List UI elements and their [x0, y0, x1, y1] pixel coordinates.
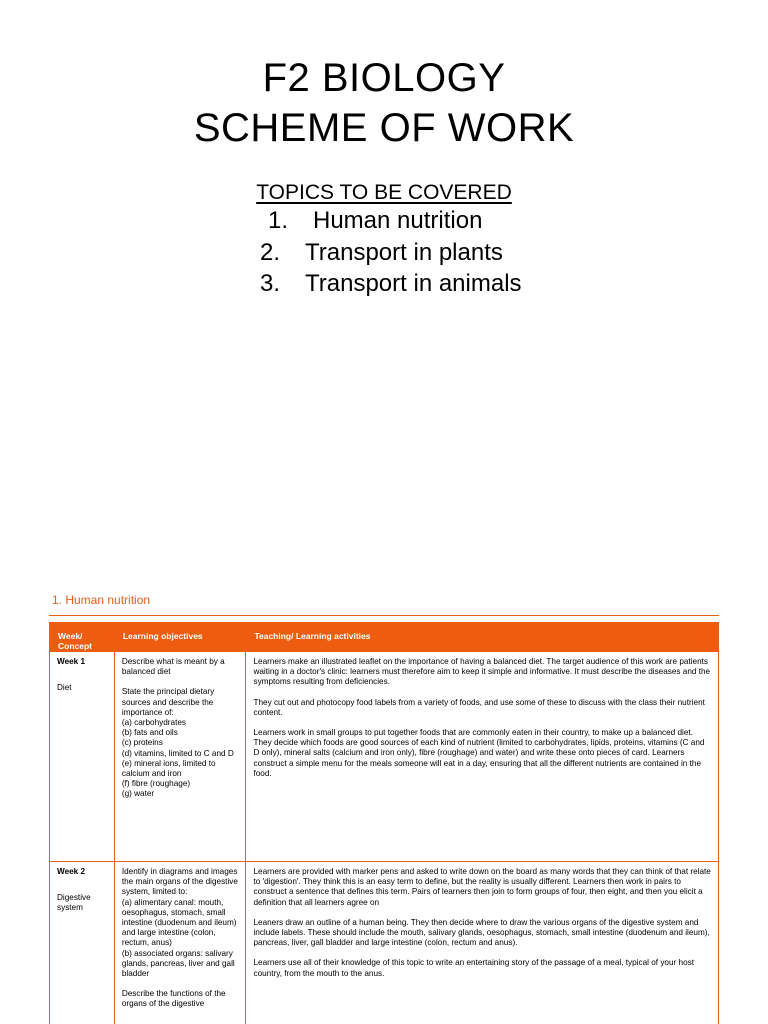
- objective-text: Describe the functions of the organs of the digestive: [121, 989, 226, 1009]
- activity-text: They cut out and photocopy food labels from a variety of foods, and use some of these to discuss with the class their nutrient content.: [253, 697, 705, 717]
- concept-label: Digestive system: [57, 893, 91, 913]
- header-activities: Teaching/ Learning activities: [254, 631, 371, 641]
- objective-text: State the principal dietary sources and describe the importance of: (a) carbohydrates (b) fats and oils (c) proteins (d) vitamins, limited to C and D (e) mineral ions, limited to calcium and iron (f) fibre (roughage) (g) water: [121, 687, 234, 799]
- week-label: Week 1: [57, 657, 86, 666]
- section-heading: 1. Human nutrition: [52, 593, 151, 607]
- activity-text: Leaners draw an outline of a human being. They then decide where to draw the various organs of the digestive system and include labels. These should include the mouth, salivary glands, oesophagus, stomach, small intestine (duodenum and ileum), pancreas, liver, gall bladder and large intestine (colon, rectum and anus).: [253, 917, 710, 948]
- topic-item: 1. Human nutrition: [268, 207, 483, 234]
- table-header: [50, 622, 718, 652]
- objectives-cell: [115, 862, 247, 1024]
- header-week: Week/ Concept: [58, 631, 92, 651]
- activities-cell: [246, 862, 718, 1024]
- activity-text: Learners work in small groups to put together foods that are commonly eaten in their country, to make up a balanced diet. They decide which foods are good sources of each kind of nutrient (limited to carbohydrates, lipids, proteins, vitamins (C and D only), mineral salts (calcium and iron only), fibre (roughage) and water) and write these onto pieces of card. Learners construct a simple menu for the meals someone will eat in a day, ensuring that all the different nutrients are contained in the food.: [253, 728, 705, 778]
- header-objectives: Learning objectives: [122, 631, 203, 641]
- activity-text: Learners make an illustrated leaflet on the importance of having a balanced diet. The target audience of this work are patients waiting in a doctor's clinic: learners must therefore aim to keep it simple and informative. It must describe the diseases and the symptoms resulting from deficiencies.: [253, 657, 711, 687]
- week-label: Week 2: [57, 867, 86, 876]
- document-title-line-2: SCHEME OF WORK: [193, 106, 575, 150]
- activities-cell: [246, 652, 718, 861]
- table-row: [50, 862, 718, 1024]
- table-row: [50, 652, 718, 862]
- scheme-table: [49, 622, 719, 1024]
- week-cell: [50, 862, 115, 1024]
- objectives-cell: [115, 652, 247, 861]
- objective-text: Describe what is meant by a balanced diet: [121, 657, 225, 677]
- document-title-line-1: F2 BIOLOGY: [262, 56, 506, 100]
- activity-text: Learners use all of their knowledge of this topic to write an entertaining story of the passage of a meal, typical of your host country, from the mouth to the anus.: [253, 958, 695, 978]
- objective-text: Identify in diagrams and images the main organs of the digestive system, limited to: (a) alimentary canal: mouth, oesophagus, stomach, small intestine (duodenum and ileum) and large intestine (colon, rectum, anus) (b) associated organs: salivary glands, pancreas, liver and gall bladder: [121, 867, 238, 979]
- topic-item: 3. Transport in animals: [260, 270, 522, 297]
- week-cell: [50, 652, 115, 861]
- section-divider: [49, 615, 719, 616]
- activity-text: Learners are provided with marker pens and asked to write down on the board as many words that they can think of that relate to 'digestion'. They think this is an easy term to define, but the reality is usually different. Learners then work in pairs to construct a sentence that defines this term. Pairs of learners then join to form groups of four, then eight, and then you elicit a definition that all learners agree on: [253, 867, 711, 907]
- topic-item: 2. Transport in plants: [260, 239, 503, 266]
- concept-label: Diet: [57, 683, 72, 693]
- topics-heading: TOPICS TO BE COVERED: [256, 181, 512, 204]
